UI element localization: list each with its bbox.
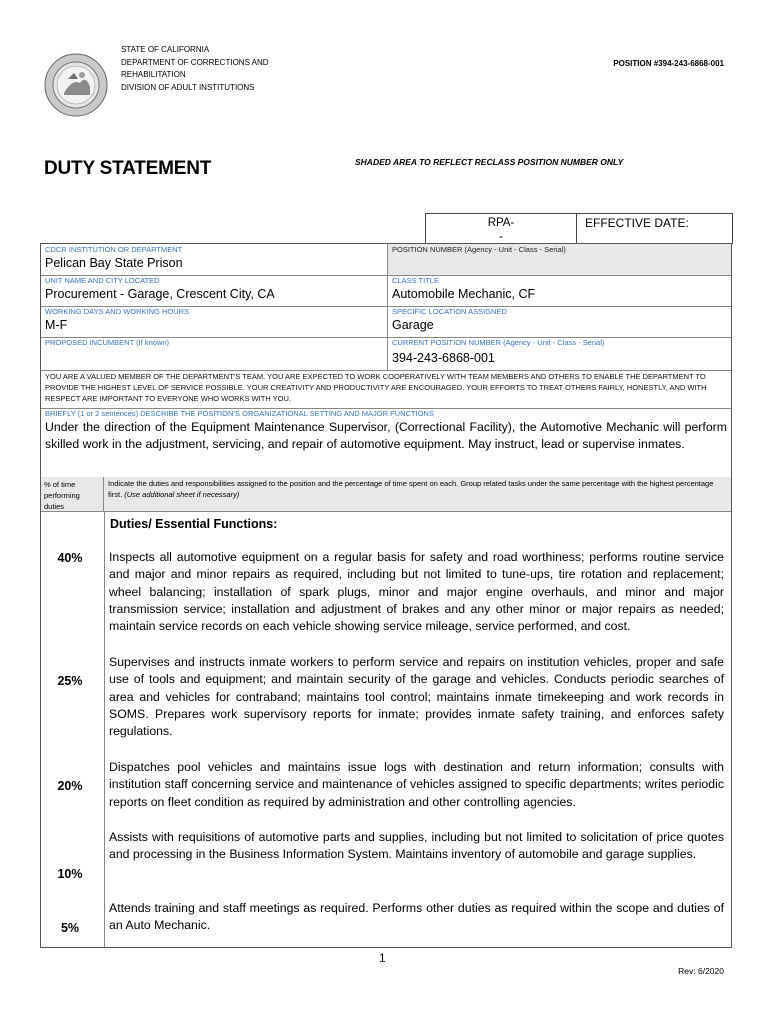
duty-percent: 10% [57, 867, 83, 881]
form-row [41, 306, 731, 338]
hours-value: M-F [45, 318, 68, 332]
unit-value: Procurement - Garage, Crescent City, CA [45, 287, 275, 301]
cdcr-seal-logo [44, 53, 108, 117]
position-number-field[interactable] [388, 244, 731, 275]
position-number-header: POSITION #394-243-6868-001 [613, 59, 724, 68]
duties-table-header [41, 477, 731, 512]
current-position-field[interactable] [388, 337, 731, 370]
institution-label: CDCR INSTITUTION OR DEPARTMENT [45, 245, 183, 254]
form-row [41, 244, 731, 276]
instructions-italic: (Use additional sheet if necessary) [124, 490, 240, 499]
rpa-field[interactable] [426, 214, 577, 243]
hours-label: WORKING DAYS AND WORKING HOURS [45, 307, 190, 316]
institution-value: Pelican Bay State Prison [45, 256, 183, 270]
duty-text[interactable]: Supervises and instructs inmate workers to perform service and repairs on institution vehicles, proper and safe use of tools and equipment; and maintain security of the garage and vehicles. Conducts periodic searches of area and vehicles for contraband; maintains tool control; maintains inmate timekeeping and work records in SOMS. Prepares work supervisory reports for inmate; provides inmate safety training, and enforces safety regulations. [109, 655, 724, 739]
pct-header-text: % of time performing duties [44, 480, 80, 511]
hours-field[interactable] [41, 306, 388, 337]
effective-date-field[interactable] [577, 214, 732, 243]
agency-header [121, 44, 269, 94]
class-title-label: CLASS TITLE [392, 276, 439, 285]
duty-text[interactable]: Attends training and staff meetings as required. Performs other duties as required within the scope and duties of an Auto Mechanic. [109, 901, 724, 933]
unit-label: UNIT NAME AND CITY LOCATED [45, 276, 160, 285]
brief-description[interactable]: Under the direction of the Equipment Maintenance Supervisor, (Correctional Facility), the Automotive Mechanic will perform skilled work in the adjustment, servicing, and repair of automotive equipment. May instruct, lead or supervise inmates. [45, 420, 727, 451]
duty-text[interactable]: Assists with requisitions of automotive parts and supplies, including but not limited to solicitation of price quotes and processing in the Business Information System. Maintains inventory of automobile and garage supplies. [109, 830, 724, 862]
pct-column-header [41, 477, 104, 511]
brief-row [41, 408, 731, 478]
page-number: 1 [379, 951, 386, 965]
team-statement: YOU ARE A VALUED MEMBER OF THE DEPARTMENT’S TEAM. YOU ARE EXPECTED TO WORK COOPERATIVELY WITH TEAM MEMBERS AND OTHERS TO ENABLE THE DEPARTMENT TO PROVIDE THE HIGHEST LEVEL OF SERVICE POSSIBLE. YOUR CREATIVITY AND PRODUCTIVITY ARE ENCOURAGED. YOUR EFFORTS TO TREAT OTHERS FAIRLY, HONESTLY, AND WITH RESPECT ARE IMPORTANT TO EVERYONE WHO WORKS WITH YOU. [45, 372, 707, 403]
class-title-value: Automobile Mechanic, CF [392, 287, 536, 301]
rpa-label: RPA- [487, 217, 515, 229]
effective-date-label: EFFECTIVE DATE: [585, 216, 689, 230]
duty-text[interactable]: Inspects all automotive equipment on a regular basis for safety and road worthiness; performs routine service and major and minor repairs as required, including but not limited to tune-ups, tire rotation and replacement; wheel balancing; installation of spark plugs, minor and major engine overhauls, and minor and major transmission service; installation and adjustment of brakes and any other minor or major repairs as needed; maintain service records on each vehicle showing service mileage, service performed, and cost. [109, 550, 724, 634]
instructions-text [104, 477, 731, 501]
duties-heading: Duties/ Essential Functions: [110, 517, 278, 531]
current-position-label: CURRENT POSITION NUMBER (Agency - Unit - Class - Serial) [392, 338, 605, 347]
location-value: Garage [392, 318, 434, 332]
shaded-area-note: SHADED AREA TO REFLECT RECLASS POSITION NUMBER ONLY [355, 157, 624, 167]
duty-percent: 40% [57, 551, 83, 565]
position-number-label: POSITION NUMBER (Agency - Unit - Class - Serial) [392, 245, 566, 254]
incumbent-field[interactable] [41, 337, 388, 370]
agency-line: STATE OF CALIFORNIA [121, 45, 210, 54]
class-title-field[interactable] [388, 275, 731, 306]
form-row [41, 337, 731, 371]
rpa-label-dash: - [499, 231, 503, 243]
duties-body [41, 511, 731, 947]
current-position-value: 394-243-6868-001 [392, 351, 495, 365]
agency-line: DEPARTMENT OF CORRECTIONS AND [121, 57, 269, 67]
location-label: SPECIFIC LOCATION ASSIGNED [392, 307, 507, 316]
form-row [41, 275, 731, 307]
instructions-header [104, 477, 731, 511]
rpa-box [425, 213, 733, 244]
page-title: DUTY STATEMENT [44, 158, 212, 179]
location-field[interactable] [388, 306, 731, 337]
team-statement-row [41, 370, 731, 409]
duty-percent: 5% [60, 921, 80, 935]
duty-text[interactable]: Dispatches pool vehicles and maintains issue logs with destination and return information; consults with institution staff concerning service and maintenance of vehicles assigned to specific departments; writes periodic reports on fleet condition as required by administration and other controlling agencies. [109, 760, 724, 809]
duty-percent: 25% [57, 674, 83, 688]
revision-date: Rev: 6/2020 [678, 966, 724, 976]
instructions-main: Indicate the duties and responsibilities assigned to the position and the percentage of time spent on each. Group related tasks under the same percentage with the highest percentage first. [108, 479, 714, 499]
duty-statement-form [40, 243, 732, 948]
agency-line: DIVISION OF ADULT INSTITUTIONS [121, 82, 255, 92]
agency-line: REHABILITATION [121, 70, 186, 79]
incumbent-label: PROPOSED INCUMBENT (If known) [45, 338, 170, 347]
brief-label: BRIEFLY (1 or 2 sentences) DESCRIBE THE POSITION’S ORGANIZATIONAL SETTING AND MAJOR FUNCTIONS [45, 409, 434, 418]
unit-field[interactable] [41, 275, 388, 306]
duty-percent: 20% [57, 779, 83, 793]
institution-field[interactable] [41, 244, 388, 275]
